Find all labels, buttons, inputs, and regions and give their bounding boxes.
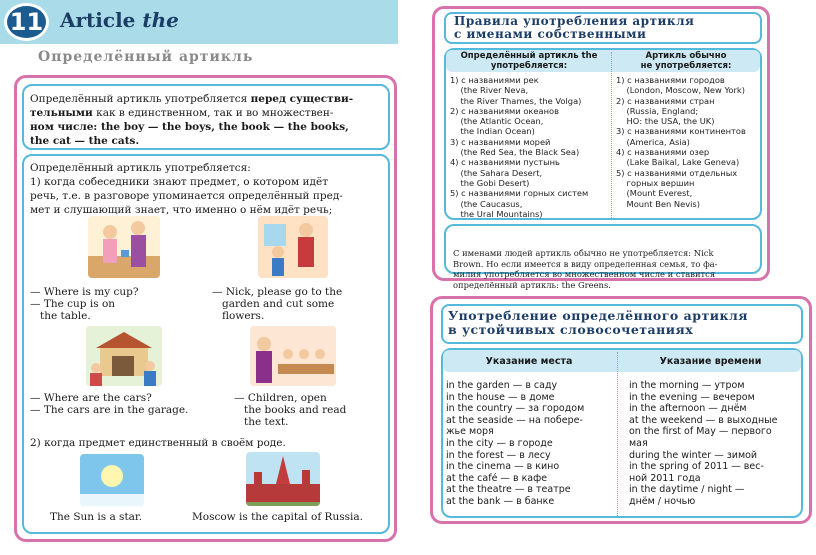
example-sun: The Sun is a star. [50,511,143,523]
time-phrases: in the morning — утром in the evening — вечером in the afternoon — днём at the weekend — в выходные on the first of May — первого мая during the winter — зимой in the spring of 2011 — вес- ной 2011 года in the daytime / night — днём / ночью [629,380,778,507]
col-head-used: Определённый артикль the употребляется: [460,51,598,71]
list-not-used: 1) с названиями городов (London, Moscow, New York) 2) с названиями стран (Russia, England; НО: the USA, the UK) 3) с названиями континентов (America, Asia) 4) с названиями озер (Lake Baikal, Lake Geneva) 5) с названиями отдельных горных вершин (Mount Everest, Mount Ben Nevis) [616,75,746,209]
phrases-divider [617,352,618,516]
col-head-time: Указание времени [659,356,762,367]
kremlin-illustration [246,452,320,506]
list-used: 1) с названиями рек (the River Neva, the River Thames, the Volga) 2) с названиями океанов (the Atlantic Ocean, the Indian Ocean) 3) с названиями морей (the Red Sea, the Black Sea) 4) с названиями пустынь (the Sahara Desert, the Gobi Desert) 5) с названиями горных систем (the Caucasus, the Ural Mountains) [450,75,589,219]
sun-illustration [80,454,144,506]
classroom-illustration [250,326,336,386]
garden-illustration [258,216,328,278]
col-head-place: Указание места [485,356,573,367]
set-phrases-title: Употребление определённого артикля в устойчивых словосочетаниях [448,308,749,337]
point-two: 2) когда предмет единственный в своём роде. [30,437,286,449]
usage-text: Определённый артикль употребляется: 1) когда собеседники знают предмет, о котором идёт речь, т.е. в разговоре упоминается определённый пред- мет и слушающий знает, что именно о нём идёт речь; [30,162,343,216]
proper-names-title: Правила употребления артикля с именами собственными [454,14,695,41]
place-phrases: in the garden — в саду in the house — в доме in the country — за городом at the seaside — на побере- жье моря in the city — в городе in the forest — в лесу in the cinema — в кино at the café — в кафе at the theatre — в театре at the bank — в банке [446,380,585,507]
section-subtitle: Определённый артикль [38,49,254,65]
example-moscow: Moscow is the capital of Russia. [192,511,363,523]
names-note: С именами людей артикль обычно не употребляется: Nick Brown. Но если имеется в виду определенная семья, то фа- милия употребляется во множественном числе и ставится определённый артикль: the Greens. [453,248,718,290]
col-head-not-used: Артикль обычно не употребляется: [640,51,732,71]
lesson-title: Article the [60,8,179,32]
example-garage: — Where are the cars? — The cars are in the garage. [30,392,189,416]
column-divider [611,52,612,218]
cup-illustration [88,216,160,278]
example-cup: — Where is my cup? — The cup is on the table. [30,286,139,322]
example-garden: — Nick, please go to the garden and cut some flowers. [212,286,343,322]
lesson-number-badge: 11 [4,3,49,41]
garage-illustration [86,326,162,386]
rule-text: Определённый артикль употребляется перед существи- тельными как в единственном, так и во множествен- ном числе: the boy — the boys, the book — the books, the cat — the cats. [30,93,354,147]
example-classroom: — Children, open the books and read the text. [234,392,347,428]
